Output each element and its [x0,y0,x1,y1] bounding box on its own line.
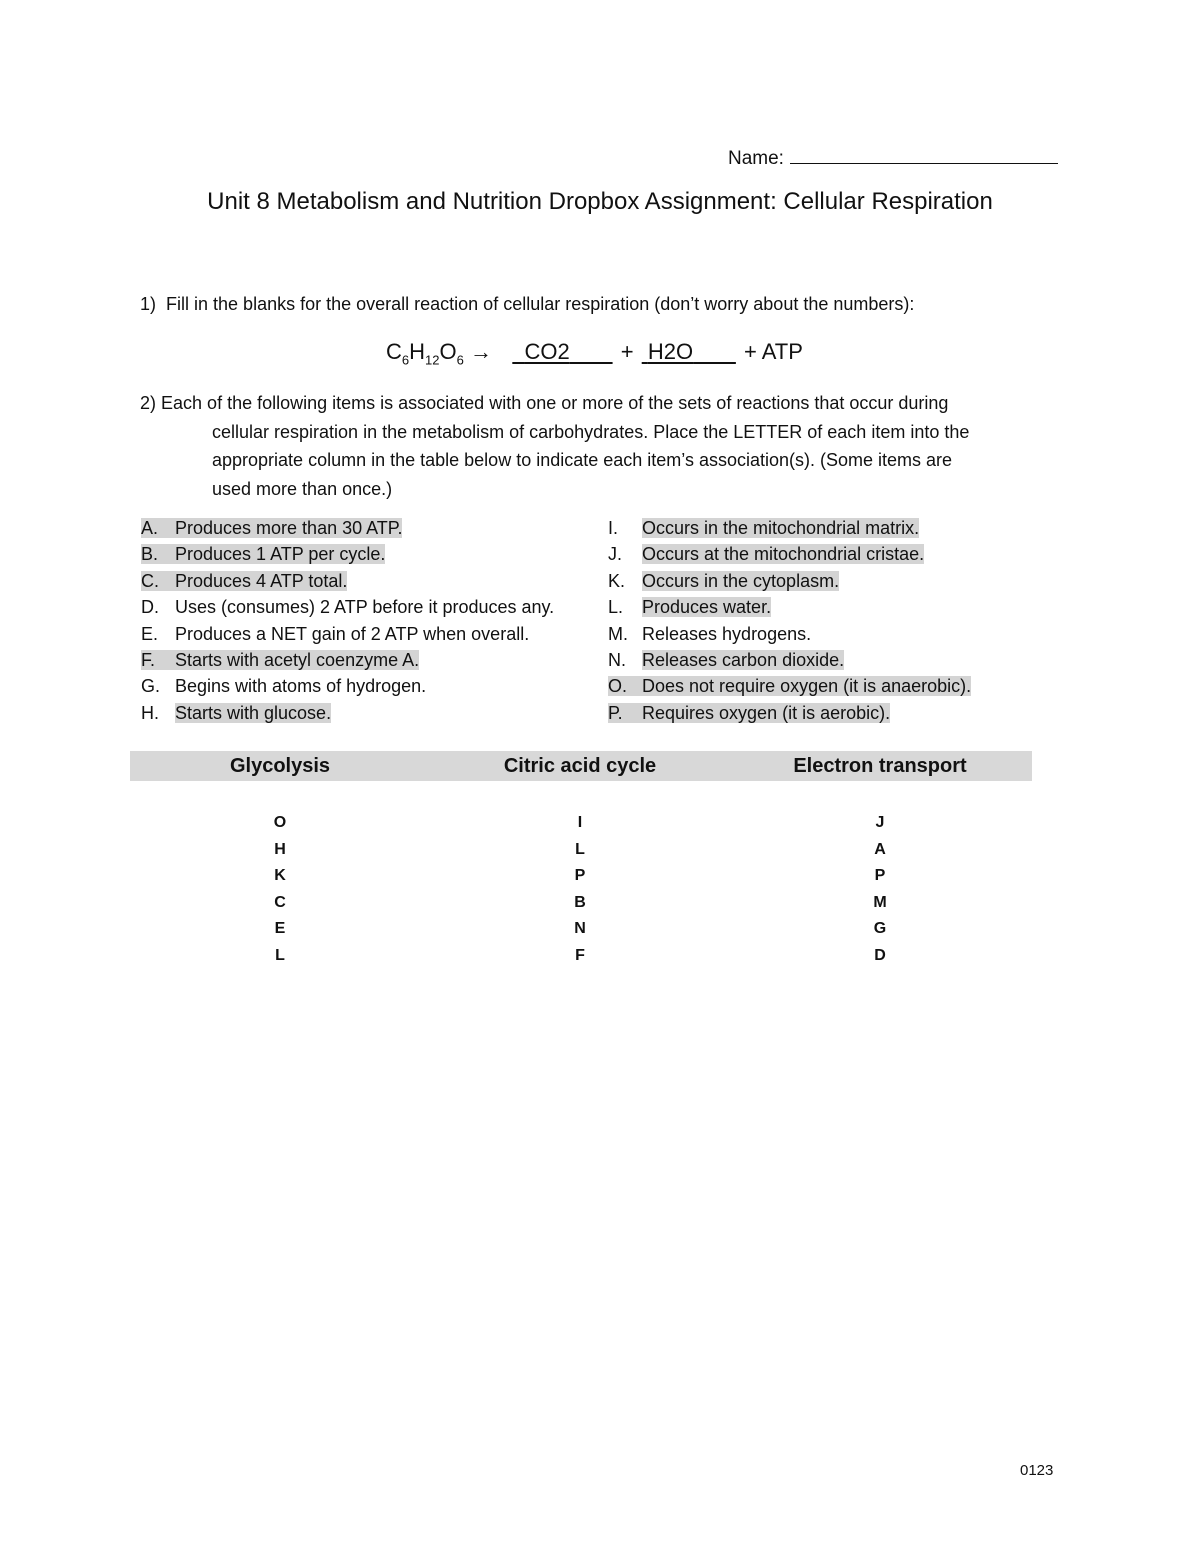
item-text: Starts with glucose. [175,702,332,723]
item-text: Releases hydrogens. [642,623,812,644]
table-header-row [130,751,1032,781]
plus-sign: + [620,339,634,364]
table-cell: N [574,920,586,938]
item-letter: N. [608,650,626,671]
plus-atp: + ATP [744,339,803,364]
answer-2: H2O [647,339,694,364]
page-number: 0123 [1020,1462,1054,1479]
table-cell: P [574,867,586,885]
items-list-left [141,515,554,726]
item-text: Requires oxygen (it is aerobic). [642,702,891,723]
glycolysis-column [130,810,430,970]
item-text: Occurs in the mitochondrial matrix. [642,518,920,538]
item-letter: I. [608,518,619,538]
item-letter: C. [141,570,159,591]
item-letter: J. [608,544,623,565]
table-cell: H [274,840,286,858]
item-text: Produces 1 ATP per cycle. [175,544,386,565]
list-item [141,621,554,647]
question-2-line-3: appropriate column in the table below to indicate each item’s association(s). (Some items are [212,450,953,470]
item-letter: E. [141,623,159,644]
item-letter: G. [141,676,161,697]
page-title: Unit 8 Metabolism and Nutrition Dropbox Assignment: Cellular Respiration [207,188,993,215]
element-h: H [409,339,426,364]
item-text: Occurs at the mitochondrial cristae. [642,544,925,565]
item-letter: H. [141,702,159,723]
table-cell: L [575,840,585,858]
item-text: Does not require oxygen (it is anaerobic). [642,676,972,697]
list-item [608,700,971,726]
subscript-h: 12 [425,352,440,368]
respiration-equation [386,339,803,367]
question-1-text: Fill in the blanks for the overall reaction of cellular respiration (don’t worry about the numbers): [166,294,915,314]
electron-transport-column [730,810,1030,970]
item-text: Begins with atoms of hydrogen. [175,676,427,697]
item-text: Produces more than 30 ATP. [175,518,403,538]
list-item [141,647,554,673]
item-text: Produces water. [642,597,772,618]
element-o: O [439,339,457,364]
table-cell: O [273,814,287,831]
list-item [608,673,971,699]
item-text: Produces a NET gain of 2 ATP when overall. [175,623,530,644]
item-text: Starts with acetyl coenzyme A. [175,650,420,671]
question-1-number: 1) [140,294,157,314]
item-letter: B. [141,544,159,565]
subscript-o: 6 [456,352,464,368]
name-field-row [728,145,1058,170]
column-header-citric-acid-cycle: Citric acid cycle [503,755,657,777]
table-cell: M [873,893,887,911]
item-text: Uses (consumes) 2 ATP before it produces any. [175,597,555,618]
list-item [141,594,554,620]
item-letter: M. [608,623,628,644]
reaction-arrow: → [469,339,492,364]
question-2-number: 2) [140,393,157,413]
item-text: Occurs in the cytoplasm. [642,570,840,591]
column-header-glycolysis: Glycolysis [229,755,331,777]
item-letter: L. [608,597,624,618]
question-2-line-4: used more than once.) [212,478,393,499]
question-2 [140,389,1060,503]
table-cell: L [275,946,285,964]
list-item [608,621,971,647]
list-item [608,594,971,620]
table-cell: D [874,946,886,964]
question-2-line-1: Each of the following items is associated with one or more of the sets of reactions that occur during [161,393,949,413]
list-item [141,541,554,567]
list-item [608,647,971,673]
item-letter: A. [141,518,159,538]
table-cell: P [874,867,886,885]
question-2-line-2: cellular respiration in the metabolism of carbohydrates. Place the LETTER of each item into the [212,421,970,442]
item-letter: P. [608,702,623,723]
column-header-electron-transport: Electron transport [793,755,967,777]
item-text: Releases carbon dioxide. [642,650,845,671]
question-1 [140,294,914,315]
table-cell: I [577,814,583,831]
table-cell: A [874,840,886,858]
answer-blank-2 [640,339,738,365]
name-label: Name: [728,148,784,169]
list-item [608,541,971,567]
answer-1: CO2 [524,339,570,364]
item-letter: D. [141,597,159,618]
item-letter: F. [141,650,156,671]
list-item [608,515,971,541]
table-cell: F [575,946,585,964]
list-item [141,568,554,594]
answer-blank-1 [510,339,614,365]
item-letter: K. [608,570,626,591]
table-cell: B [574,893,586,911]
item-letter: O. [608,676,628,697]
item-text: Produces 4 ATP total. [175,570,348,591]
list-item [608,568,971,594]
table-cell: K [274,867,286,885]
table-cell: J [875,814,885,831]
subscript-c: 6 [401,352,410,368]
list-item [141,700,554,726]
name-blank-line [790,145,1058,164]
items-list-right [608,515,971,726]
list-item [141,673,554,699]
list-item [141,515,554,541]
table-cell: C [274,893,286,911]
table-cell: G [873,920,887,938]
element-c: C [386,339,402,364]
table-cell: E [274,920,286,938]
citric-acid-cycle-column [430,810,730,970]
